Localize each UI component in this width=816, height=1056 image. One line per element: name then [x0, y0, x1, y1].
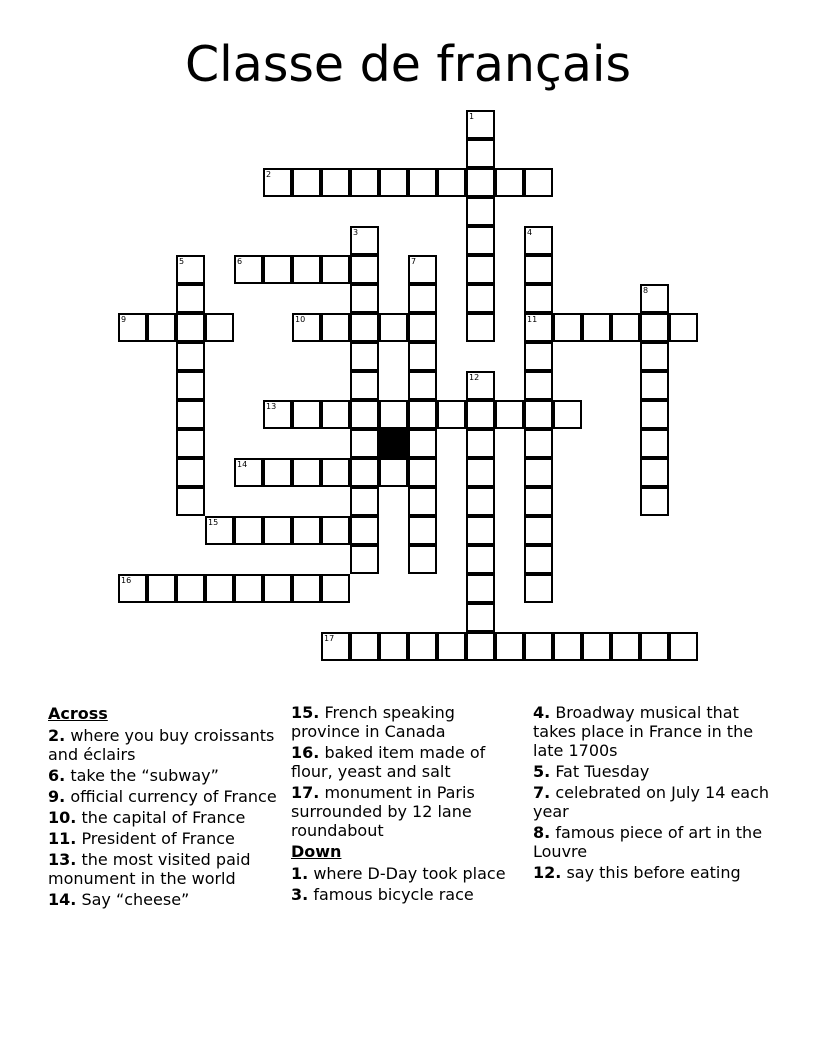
- grid-cell[interactable]: [582, 313, 611, 342]
- clue-across-17: [291, 783, 526, 840]
- clue-down-8: [533, 823, 773, 861]
- clue-text: French speaking province in Canada: [291, 703, 455, 741]
- grid-cell[interactable]: [408, 284, 437, 313]
- grid-cell[interactable]: [524, 168, 553, 197]
- grid-cell[interactable]: [205, 574, 234, 603]
- grid-cell[interactable]: [350, 168, 379, 197]
- clue-number: 7.: [533, 783, 551, 802]
- cell-number: 11: [527, 315, 538, 324]
- black-cell: [379, 429, 408, 458]
- grid-cell[interactable]: [321, 632, 350, 661]
- grid-cell[interactable]: [466, 139, 495, 168]
- grid-cell[interactable]: [234, 574, 263, 603]
- cell-number: 10: [295, 315, 306, 324]
- grid-cell[interactable]: [524, 255, 553, 284]
- grid-cell[interactable]: [176, 400, 205, 429]
- cell-number: 9: [121, 315, 127, 324]
- clue-text: take the “subway”: [70, 766, 219, 785]
- grid-cell[interactable]: [466, 284, 495, 313]
- clue-down-7: [533, 783, 773, 821]
- grid-cell[interactable]: [292, 400, 321, 429]
- down-heading: Down: [291, 842, 342, 861]
- grid-cell[interactable]: [350, 226, 379, 255]
- grid-cell[interactable]: [205, 313, 234, 342]
- grid-cell[interactable]: [466, 371, 495, 400]
- grid-cell[interactable]: [176, 342, 205, 371]
- grid-cell[interactable]: [640, 632, 669, 661]
- grid-cell[interactable]: [466, 168, 495, 197]
- cell-number: 5: [179, 257, 185, 266]
- grid-cell[interactable]: [524, 400, 553, 429]
- clue-text: where D-Day took place: [313, 864, 506, 883]
- grid-cell[interactable]: [466, 226, 495, 255]
- grid-cell[interactable]: [524, 226, 553, 255]
- clue-number: 8.: [533, 823, 551, 842]
- grid-cell[interactable]: [640, 342, 669, 371]
- clue-number: 15.: [291, 703, 320, 722]
- grid-cell[interactable]: [408, 313, 437, 342]
- grid-cell[interactable]: [205, 516, 234, 545]
- grid-cell[interactable]: [176, 313, 205, 342]
- grid-cell[interactable]: [524, 458, 553, 487]
- grid-cell[interactable]: [350, 371, 379, 400]
- grid-cell[interactable]: [437, 168, 466, 197]
- clue-text: President of France: [81, 829, 235, 848]
- grid-cell[interactable]: [466, 603, 495, 632]
- grid-cell[interactable]: [176, 284, 205, 313]
- grid-cell[interactable]: [321, 168, 350, 197]
- grid-cell[interactable]: [408, 487, 437, 516]
- grid-cell[interactable]: [234, 255, 263, 284]
- cell-number: 14: [237, 460, 248, 469]
- cell-number: 16: [121, 576, 132, 585]
- grid-cell[interactable]: [640, 371, 669, 400]
- grid-cell[interactable]: [466, 255, 495, 284]
- clue-across-16: [291, 743, 526, 781]
- grid-cell[interactable]: [553, 313, 582, 342]
- grid-cell[interactable]: [147, 313, 176, 342]
- grid-cell[interactable]: [466, 110, 495, 139]
- grid-cell[interactable]: [408, 516, 437, 545]
- grid-cell[interactable]: [466, 458, 495, 487]
- grid-cell[interactable]: [350, 516, 379, 545]
- clue-number: 2.: [48, 726, 66, 745]
- grid-cell[interactable]: [292, 574, 321, 603]
- clue-text: official currency of France: [70, 787, 277, 806]
- clue-number: 6.: [48, 766, 66, 785]
- grid-cell[interactable]: [379, 313, 408, 342]
- grid-cell[interactable]: [234, 458, 263, 487]
- grid-cell[interactable]: [408, 255, 437, 284]
- grid-cell[interactable]: [321, 574, 350, 603]
- grid-cell[interactable]: [292, 255, 321, 284]
- grid-cell[interactable]: [292, 313, 321, 342]
- grid-cell[interactable]: [669, 313, 698, 342]
- clue-number: 10.: [48, 808, 77, 827]
- grid-cell[interactable]: [176, 371, 205, 400]
- cell-number: 6: [237, 257, 243, 266]
- grid-cell[interactable]: [640, 429, 669, 458]
- grid-cell[interactable]: [524, 313, 553, 342]
- clue-number: 16.: [291, 743, 320, 762]
- grid-cell[interactable]: [524, 371, 553, 400]
- cell-number: 3: [353, 228, 359, 237]
- grid-cell[interactable]: [379, 400, 408, 429]
- grid-cell[interactable]: [292, 458, 321, 487]
- grid-cell[interactable]: [466, 197, 495, 226]
- clue-number: 9.: [48, 787, 66, 806]
- grid-cell[interactable]: [640, 284, 669, 313]
- cell-number: 4: [527, 228, 533, 237]
- clue-down-5: [533, 762, 773, 781]
- clue-down-4: [533, 703, 773, 760]
- grid-cell[interactable]: [466, 487, 495, 516]
- clue-number: 12.: [533, 863, 562, 882]
- clue-number: 3.: [291, 885, 309, 904]
- grid-cell[interactable]: [408, 545, 437, 574]
- cell-number: 1: [469, 112, 475, 121]
- clue-across-14: [48, 890, 283, 909]
- clue-text: say this before eating: [566, 863, 741, 882]
- grid-cell[interactable]: [640, 313, 669, 342]
- grid-cell[interactable]: [379, 458, 408, 487]
- grid-cell[interactable]: [524, 284, 553, 313]
- grid-cell[interactable]: [234, 516, 263, 545]
- grid-cell[interactable]: [611, 632, 640, 661]
- grid-cell[interactable]: [292, 516, 321, 545]
- clue-across-15: [291, 703, 526, 741]
- clue-number: 4.: [533, 703, 551, 722]
- grid-cell[interactable]: [640, 458, 669, 487]
- grid-cell[interactable]: [263, 400, 292, 429]
- grid-cell[interactable]: [437, 632, 466, 661]
- clues-column-2: [291, 703, 526, 906]
- clue-number: 14.: [48, 890, 77, 909]
- grid-cell[interactable]: [553, 632, 582, 661]
- grid-cell[interactable]: [466, 545, 495, 574]
- grid-cell[interactable]: [263, 168, 292, 197]
- grid-cell[interactable]: [321, 400, 350, 429]
- grid-cell[interactable]: [176, 487, 205, 516]
- grid-cell[interactable]: [263, 255, 292, 284]
- clue-across-2: [48, 726, 283, 764]
- grid-cell[interactable]: [466, 632, 495, 661]
- clue-text: Say “cheese”: [81, 890, 190, 909]
- clue-number: 13.: [48, 850, 77, 869]
- clue-number: 1.: [291, 864, 309, 883]
- grid-cell[interactable]: [466, 400, 495, 429]
- grid-cell[interactable]: [321, 458, 350, 487]
- grid-cell[interactable]: [408, 400, 437, 429]
- clue-across-11: [48, 829, 283, 848]
- clues-column-1: [48, 703, 283, 911]
- grid-cell[interactable]: [669, 632, 698, 661]
- grid-cell[interactable]: [176, 255, 205, 284]
- clue-number: 17.: [291, 783, 320, 802]
- grid-cell[interactable]: [524, 487, 553, 516]
- grid-cell[interactable]: [466, 429, 495, 458]
- grid-cell[interactable]: [176, 574, 205, 603]
- grid-cell[interactable]: [118, 313, 147, 342]
- grid-cell[interactable]: [379, 632, 408, 661]
- grid-cell[interactable]: [350, 255, 379, 284]
- clue-text: Fat Tuesday: [555, 762, 650, 781]
- grid-cell[interactable]: [466, 313, 495, 342]
- grid-cell[interactable]: [350, 284, 379, 313]
- grid-cell[interactable]: [350, 632, 379, 661]
- grid-cell[interactable]: [408, 168, 437, 197]
- puzzle-title: Classe de français: [184, 36, 632, 93]
- clue-text: baked item made of flour, yeast and salt: [291, 743, 486, 781]
- grid-cell[interactable]: [524, 632, 553, 661]
- clue-across-6: [48, 766, 283, 785]
- grid-cell[interactable]: [408, 429, 437, 458]
- grid-cell[interactable]: [350, 313, 379, 342]
- grid-cell[interactable]: [321, 516, 350, 545]
- cell-number: 8: [643, 286, 649, 295]
- clue-number: 5.: [533, 762, 551, 781]
- grid-cell[interactable]: [379, 168, 408, 197]
- grid-cell[interactable]: [524, 545, 553, 574]
- grid-cell[interactable]: [350, 545, 379, 574]
- grid-cell[interactable]: [611, 313, 640, 342]
- clue-text: monument in Paris surrounded by 12 lane roundabout: [291, 783, 475, 840]
- cell-number: 13: [266, 402, 277, 411]
- grid-cell[interactable]: [582, 632, 611, 661]
- grid-cell[interactable]: [437, 400, 466, 429]
- grid-cell[interactable]: [147, 574, 176, 603]
- clue-down-12: [533, 863, 773, 882]
- clue-down-1: [291, 864, 526, 883]
- grid-cell[interactable]: [263, 516, 292, 545]
- cell-number: 15: [208, 518, 219, 527]
- grid-cell[interactable]: [408, 458, 437, 487]
- grid-cell[interactable]: [495, 632, 524, 661]
- grid-cell[interactable]: [408, 342, 437, 371]
- grid-cell[interactable]: [118, 574, 147, 603]
- grid-cell[interactable]: [350, 487, 379, 516]
- clue-text: celebrated on July 14 each year: [533, 783, 770, 821]
- grid-cell[interactable]: [408, 632, 437, 661]
- grid-cell[interactable]: [292, 168, 321, 197]
- cell-number: 7: [411, 257, 417, 266]
- grid-cell[interactable]: [176, 429, 205, 458]
- grid-cell[interactable]: [321, 255, 350, 284]
- clue-down-3: [291, 885, 526, 904]
- cell-number: 12: [469, 373, 480, 382]
- grid-cell[interactable]: [495, 168, 524, 197]
- grid-cell[interactable]: [350, 458, 379, 487]
- grid-cell[interactable]: [408, 371, 437, 400]
- grid-cell[interactable]: [553, 400, 582, 429]
- grid-cell[interactable]: [263, 458, 292, 487]
- grid-cell[interactable]: [640, 487, 669, 516]
- grid-cell[interactable]: [466, 516, 495, 545]
- grid-cell[interactable]: [350, 400, 379, 429]
- grid-cell[interactable]: [176, 458, 205, 487]
- clue-number: 11.: [48, 829, 77, 848]
- clue-text: where you buy croissants and éclairs: [48, 726, 275, 764]
- grid-cell[interactable]: [524, 429, 553, 458]
- clue-across-10: [48, 808, 283, 827]
- grid-cell[interactable]: [495, 400, 524, 429]
- clue-text: the most visited paid monument in the world: [48, 850, 251, 888]
- clue-across-9: [48, 787, 283, 806]
- grid-cell[interactable]: [466, 574, 495, 603]
- grid-cell[interactable]: [350, 342, 379, 371]
- grid-cell[interactable]: [524, 516, 553, 545]
- grid-cell[interactable]: [321, 313, 350, 342]
- grid-cell[interactable]: [640, 400, 669, 429]
- grid-cell[interactable]: [263, 574, 292, 603]
- clue-text: famous bicycle race: [313, 885, 474, 904]
- clue-text: the capital of France: [81, 808, 246, 827]
- clue-text: Broadway musical that takes place in France in the late 1700s: [533, 703, 754, 760]
- clue-across-13: [48, 850, 283, 888]
- grid-cell[interactable]: [524, 342, 553, 371]
- grid-cell[interactable]: [350, 429, 379, 458]
- cell-number: 17: [324, 634, 335, 643]
- grid-cell[interactable]: [524, 574, 553, 603]
- clues-column-3: [533, 703, 773, 884]
- across-heading: Across: [48, 704, 108, 723]
- clue-text: famous piece of art in the Louvre: [533, 823, 763, 861]
- cell-number: 2: [266, 170, 272, 179]
